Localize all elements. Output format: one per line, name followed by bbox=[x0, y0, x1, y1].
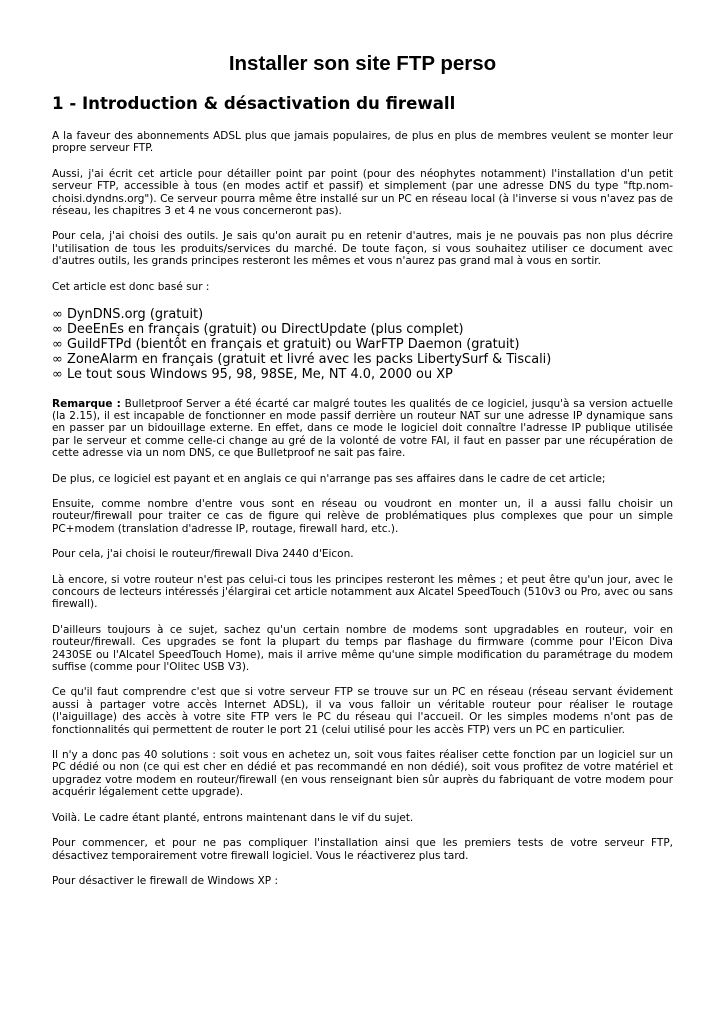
infinity-bullet-icon: ∞ bbox=[52, 307, 63, 323]
list-item: ∞ Le tout sous Windows 95, 98, 98SE, Me, NT 4.0, 2000 ou XP bbox=[52, 367, 453, 383]
list-item: ∞ DynDNS.org (gratuit) bbox=[52, 307, 204, 323]
paragraph-voila: Voilà. Le cadre étant planté, entrons maintenant dans le vif du sujet. bbox=[52, 811, 414, 824]
remark-label: Remarque : bbox=[52, 397, 121, 410]
list-item: ∞ DeeEnEs en français (gratuit) ou DirectUpdate (plus complet) bbox=[52, 322, 464, 338]
page-title: Installer son site FTP perso bbox=[228, 52, 497, 75]
paragraph-router: Ensuite, comme nombre d'entre vous sont en réseau ou voudront en monter un, il a aussi fallu choisir un routeur/firewall pour traiter ce cas de figure qui relève de problématiques plus complexes que pour un simple PC+modem (translation d'adresse IP, routage, firewall hard, etc.). bbox=[52, 497, 673, 535]
paragraph-purpose: Aussi, j'ai écrit cet article pour détailler point par point (pour des néophytes notamment) l'installation d'un petit serveur FTP, accessible à tous (en modes actif et passif) et simplement (par une adresse DNS du type "ftp.nom-choisi.dyndns.org"). Ce serveur pourra même être installé sur un PC en réseau local (à l'inverse si vous n'avez pas de réseau, les chapitres 3 et 4 ne vous concerneront pas). bbox=[52, 167, 673, 218]
paragraph-intro: A la faveur des abonnements ADSL plus que jamais populaires, de plus en plus de membres veulent se monter leur propre serveur FTP. bbox=[52, 130, 673, 155]
paragraph-diva: Pour cela, j'ai choisi le routeur/firewall Diva 2440 d'Eicon. bbox=[52, 548, 354, 561]
infinity-bullet-icon: ∞ bbox=[52, 322, 63, 338]
list-item: ∞ ZoneAlarm en français (gratuit et livré avec les packs LibertySurf & Tiscali) bbox=[52, 352, 552, 368]
infinity-bullet-icon: ∞ bbox=[52, 367, 63, 383]
paragraph-alcatel: Là encore, si votre routeur n'est pas celui-ci tous les principes resteront les mêmes ; et peut être qu'un jour, avec le concours de lecteurs intéressés j'élargirai cet article notamment aux Alcatel SpeedTouch (510v3 ou Pro, avec ou sans firewall). bbox=[52, 573, 673, 611]
paragraph-remark: Remarque : Bulletproof Server a été écarté car malgré toutes les qualités de ce logiciel, jusqu'à sa version actuelle (la 2.15), il est incapable de fonctionner en mode passif derrière un routeur NAT sur une adresse IP dynamique sans en passer par un bidouillage externe. En effet, dans ce mode le logiciel doit connaître l'adresse IP publique utilisée par le serveur et comme celle-ci change au gré de la volonté de votre FAI, il faut en passer par une récupération de cette adresse via un nom DNS, ce que Bulletproof ne sait pas faire. bbox=[52, 397, 673, 460]
document-page bbox=[52, 52, 673, 887]
infinity-bullet-icon: ∞ bbox=[52, 352, 63, 368]
paragraph-routing: Ce qu'il faut comprendre c'est que si votre serveur FTP se trouve sur un PC en réseau (réseau servant évidement aussi à partager votre accès Internet ADSL), il va vous falloir un véritable routeur pour réaliser le routage (l'aiguillage) des accès à votre site FTP vers le PC du réseau qui l'accueil. Or les simples modems n'ont pas de fonctionnalités qui permettent de router le port 21 (celui utilisé pour les accès FTP) vers un PC en particulier. bbox=[52, 686, 673, 736]
paragraph-solutions: Il n'y a donc pas 40 solutions : soit vous en achetez un, soit vous faites réaliser cette fonction par un logiciel sur un PC dédié ou non (ce qui est cher en dédié et pas recommandé en non dédié), soit vous profitez de votre matériel et upgradez votre modem en routeur/firewall (en vous renseignant bien sûr auprès du fabriquant de votre modem pour acquérir légalement cette upgrade). bbox=[52, 749, 673, 799]
paragraph-windows-xp: Pour désactiver le firewall de Windows XP : bbox=[52, 874, 278, 887]
list-item: ∞ GuildFTPd (bientôt en français et gratuit) ou WarFTP Daemon (gratuit) bbox=[52, 337, 520, 353]
section-heading: 1 - Introduction & désactivation du firewall bbox=[52, 94, 456, 113]
paragraph-price: De plus, ce logiciel est payant et en anglais ce qui n'arrange pas ses affaires dans le cadre de cet article; bbox=[52, 472, 606, 485]
paragraph-disable-firewall: Pour commencer, et pour ne pas compliquer l'installation ainsi que les premiers tests de votre serveur FTP, désactivez temporairement votre firewall logiciel. Vous le réactiverez plus tard. bbox=[52, 837, 673, 862]
infinity-bullet-icon: ∞ bbox=[52, 337, 63, 353]
tools-list bbox=[52, 307, 673, 382]
paragraph-based-on: Cet article est donc basé sur : bbox=[52, 280, 210, 293]
paragraph-tools: Pour cela, j'ai choisi des outils. Je sais qu'on aurait pu en retenir d'autres, mais je ne pouvais pas non plus décrire l'utilisation de tous les produits/services du marché. De toute façon, si vous souhaitez utiliser ce document avec d'autres outils, les grands principes resteront les mêmes et vous n'aurez pas grand mal à vous en sortir. bbox=[52, 230, 673, 268]
paragraph-upgrade: D'ailleurs toujours à ce sujet, sachez qu'un certain nombre de modems sont upgradables en routeur, voir en routeur/firewall. Ces upgrades se font la plupart du temps par flashage du firmware (comme pour l'Eicon Diva 2430SE ou l'Alcatel SpeedTouch Home), mais il arrive même qu'une simple modification du paramétrage du modem suffise (comme pour l'Olitec USB V3). bbox=[52, 623, 673, 674]
